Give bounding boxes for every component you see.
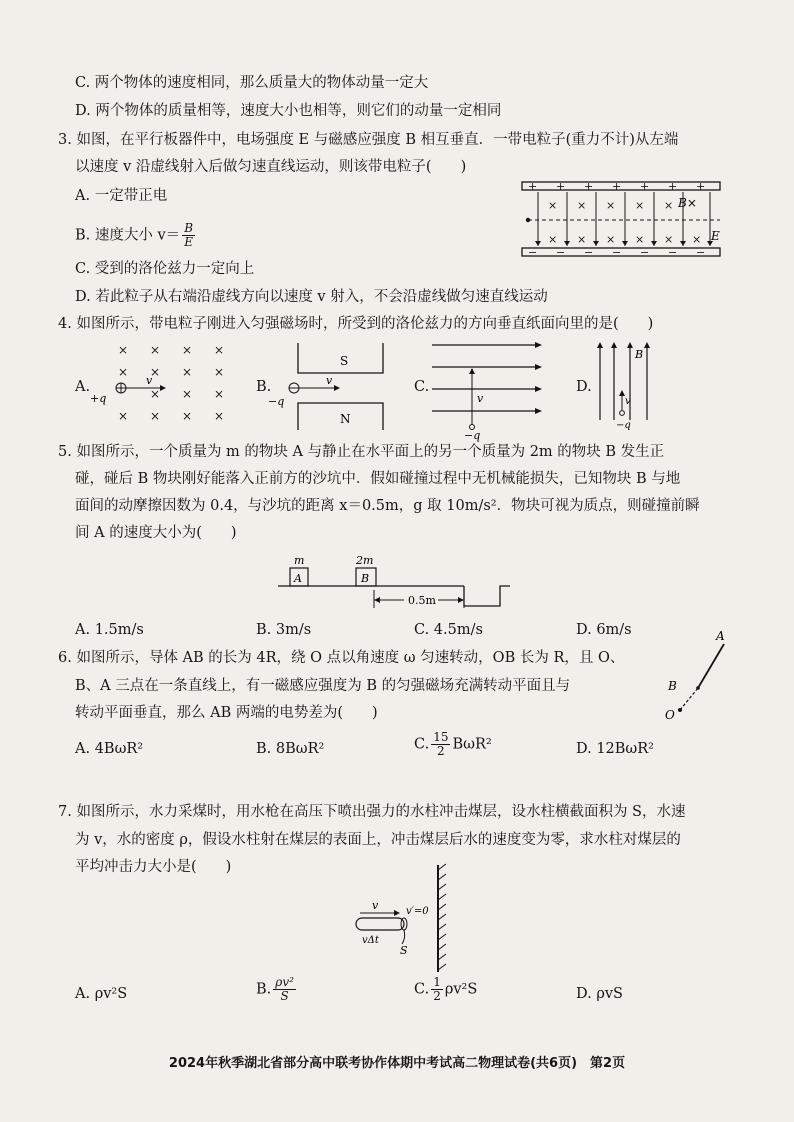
svg-text:×: × bbox=[635, 233, 645, 246]
q7-option-b bbox=[256, 976, 298, 1003]
svg-text:−: − bbox=[584, 246, 594, 259]
q3-option-b bbox=[75, 222, 197, 249]
svg-text:−: − bbox=[612, 246, 622, 259]
q4-option-a: A. bbox=[75, 379, 91, 395]
page-footer: 2024年秋季湖北省部分高中联考协作体期中考试高二物理试卷(共6页) 第2页 bbox=[168, 1056, 626, 1071]
svg-text:×: × bbox=[214, 409, 225, 423]
q4-option-d: D. bbox=[576, 379, 592, 395]
svg-text:−: − bbox=[528, 246, 538, 259]
fig7-water-jet bbox=[340, 860, 460, 975]
q6-option-c-suffix: BωR² bbox=[452, 736, 492, 753]
svg-text:×: × bbox=[182, 387, 193, 401]
svg-text:×: × bbox=[635, 199, 645, 212]
svg-text:×: × bbox=[214, 387, 225, 401]
fig4a-label-q: +q bbox=[90, 392, 107, 405]
fig5-block-a: A bbox=[294, 572, 302, 585]
q6-stem-1: 6. 如图所示，导体 AB 的长为 4R，绕 O 点以角速度 ω 匀速转动，OB 长为 R，且 O、 bbox=[58, 650, 625, 666]
fig4a-magnetic-field bbox=[90, 340, 240, 435]
q7-option-c-fraction bbox=[431, 976, 443, 1003]
q6-option-d: D. 12BωR² bbox=[576, 741, 654, 757]
q6-option-c-denominator: 2 bbox=[437, 744, 445, 758]
fig6-rotating-rod bbox=[660, 630, 735, 720]
fig3-label-b: B× bbox=[678, 196, 697, 210]
q7-option-c-numerator: 1 bbox=[433, 975, 441, 989]
fig7-label-s: S bbox=[400, 944, 408, 957]
q6-option-c-prefix: C. bbox=[414, 736, 430, 753]
q5-option-c: C. 4.5m/s bbox=[414, 622, 483, 638]
fig6-label-a: A bbox=[716, 629, 725, 643]
svg-text:−: − bbox=[640, 246, 650, 259]
svg-text:×: × bbox=[692, 233, 702, 246]
q5-stem-4: 间 A 的速度大小为( ) bbox=[75, 525, 237, 541]
q6-stem-3: 转动平面垂直，那么 AB 两端的电势差为( ) bbox=[75, 705, 378, 721]
fig6-label-o: O bbox=[665, 708, 675, 722]
fig4d-label-v: v bbox=[625, 396, 631, 407]
q6-option-c-fraction bbox=[431, 731, 450, 758]
q6-option-b: B. 8BωR² bbox=[256, 741, 325, 757]
svg-text:×: × bbox=[214, 365, 225, 379]
q7-option-b-numerator: ρv² bbox=[275, 975, 294, 989]
q7-stem-1: 7. 如图所示，水力采煤时，用水枪在高压下喷出强力的水柱冲击煤层，设水柱横截面积为 S，水速 bbox=[58, 804, 686, 820]
q7-option-a: A. ρv²S bbox=[75, 986, 128, 1002]
fig4d-field-lines bbox=[592, 340, 662, 432]
fig7-label-v: v bbox=[372, 899, 379, 912]
svg-text:−: − bbox=[668, 246, 678, 259]
svg-text:+: + bbox=[584, 180, 594, 193]
svg-text:×: × bbox=[150, 387, 161, 401]
svg-text:+: + bbox=[556, 180, 566, 193]
svg-text:×: × bbox=[214, 343, 225, 357]
q7-option-c bbox=[414, 976, 477, 1003]
fig4b-label-s: S bbox=[340, 354, 349, 368]
svg-text:+: + bbox=[640, 180, 650, 193]
q5-stem-3: 面间的动摩擦因数为 0.4，与沙坑的距离 x＝0.5m，g 取 10m/s²．物块可视为质点，则碰撞前瞬 bbox=[75, 498, 700, 514]
fig4c-label-q: −q bbox=[464, 429, 481, 442]
fig5-label-distance: 0.5m bbox=[408, 594, 436, 607]
fig4a-label-v: v bbox=[146, 374, 153, 387]
q7-option-b-prefix: B. bbox=[256, 981, 272, 998]
fig7-label-vdt: vΔt bbox=[362, 935, 379, 946]
svg-text:×: × bbox=[118, 409, 129, 423]
q3-stem-1: 3. 如图，在平行板器件中，电场强度 E 与磁感应强度 B 相互垂直．一带电粒子(重力不计)从左端 bbox=[58, 132, 679, 148]
fig4b-label-q: −q bbox=[268, 395, 285, 408]
svg-text:×: × bbox=[150, 343, 161, 357]
q4-option-b: B. bbox=[256, 379, 272, 395]
svg-text:×: × bbox=[182, 343, 193, 357]
q5-option-b: B. 3m/s bbox=[256, 622, 312, 638]
svg-text:×: × bbox=[606, 199, 616, 212]
q7-stem-3: 平均冲击力大小是( ) bbox=[75, 859, 232, 875]
q3-option-b-numerator: B bbox=[184, 221, 194, 235]
fig5-blocks-and-pit bbox=[278, 550, 518, 612]
q7-option-c-denominator: 2 bbox=[433, 989, 441, 1003]
fig4b-label-n: N bbox=[340, 412, 351, 426]
q3-option-b-prefix: B. 速度大小 v＝ bbox=[75, 227, 181, 244]
q3-option-d: D. 若此粒子从右端沿虚线方向以速度 v 射入，不会沿虚线做匀速直线运动 bbox=[75, 289, 548, 305]
q2-option-c: C. 两个物体的速度相同，那么质量大的物体动量一定大 bbox=[75, 75, 429, 91]
svg-text:×: × bbox=[182, 365, 193, 379]
svg-text:×: × bbox=[664, 233, 674, 246]
q2-option-d: D. 两个物体的质量相等，速度大小也相等，则它们的动量一定相同 bbox=[75, 103, 502, 119]
svg-text:−: − bbox=[556, 246, 566, 259]
q4-option-c: C. bbox=[414, 379, 430, 395]
svg-text:+: + bbox=[528, 180, 538, 193]
q5-stem-2: 碰，碰后 B 物块刚好能落入正前方的沙坑中．假如碰撞过程中无机械能损失，已知物块 B 与地 bbox=[75, 471, 681, 487]
svg-text:×: × bbox=[150, 409, 161, 423]
svg-text:×: × bbox=[664, 199, 674, 212]
q5-option-d: D. 6m/s bbox=[576, 622, 632, 638]
q3-option-c: C. 受到的洛伦兹力一定向上 bbox=[75, 261, 255, 277]
q7-option-d: D. ρvS bbox=[576, 986, 623, 1002]
q7-option-c-prefix: C. bbox=[414, 981, 430, 998]
q6-option-c bbox=[414, 731, 492, 758]
q7-option-b-denominator: S bbox=[280, 989, 289, 1003]
q6-option-a: A. 4BωR² bbox=[75, 741, 144, 757]
fig5-label-m: m bbox=[294, 554, 305, 567]
q7-option-c-suffix: ρv²S bbox=[444, 981, 478, 998]
svg-text:×: × bbox=[577, 199, 587, 212]
q4-stem: 4. 如图所示，带电粒子刚进入匀强磁场时，所受到的洛伦兹力的方向垂直纸面向里的是( ) bbox=[58, 316, 654, 332]
fig5-block-b: B bbox=[361, 572, 370, 585]
fig7-label-v-final: v′=0 bbox=[406, 906, 429, 917]
q6-stem-2: B、A 三点在一条直线上，有一磁感应强度为 B 的匀强磁场充满转动平面且与 bbox=[75, 678, 571, 694]
svg-text:×: × bbox=[118, 365, 129, 379]
svg-text:×: × bbox=[606, 233, 616, 246]
q3-stem-2: 以速度 v 沿虚线射入后做匀速直线运动，则该带电粒子( ) bbox=[75, 159, 467, 175]
fig4d-label-b: B bbox=[635, 348, 644, 361]
svg-text:+: + bbox=[696, 180, 706, 193]
q7-stem-2: 为 v，水的密度 ρ，假设水柱射在煤层的表面上，冲击煤层后水的速度变为零，求水柱对煤层的 bbox=[75, 832, 681, 848]
fig4c-field-lines bbox=[430, 340, 545, 440]
q5-stem-1: 5. 如图所示，一个质量为 m 的物块 A 与静止在水平面上的另一个质量为 2m 的物块 B 发生正 bbox=[58, 444, 665, 460]
fig4b-magnet-poles bbox=[268, 343, 398, 431]
svg-text:−: − bbox=[696, 246, 706, 259]
q3-option-b-fraction bbox=[182, 222, 195, 249]
q5-option-a: A. 1.5m/s bbox=[75, 622, 144, 638]
q3-option-a: A. 一定带正电 bbox=[75, 188, 168, 204]
fig4d-label-q: −q bbox=[616, 420, 631, 431]
fig5-label-2m: 2m bbox=[356, 554, 374, 567]
svg-text:×: × bbox=[577, 233, 587, 246]
q3-option-b-denominator: E bbox=[184, 235, 193, 249]
svg-text:×: × bbox=[548, 199, 558, 212]
svg-text:×: × bbox=[548, 233, 558, 246]
svg-text:×: × bbox=[150, 365, 161, 379]
fig4b-label-v: v bbox=[326, 374, 333, 387]
svg-text:+: + bbox=[612, 180, 622, 193]
fig3-label-e: E bbox=[711, 229, 720, 243]
q7-option-b-fraction bbox=[273, 976, 296, 1003]
fig3-parallel-plates bbox=[520, 180, 725, 260]
svg-text:×: × bbox=[182, 409, 193, 423]
q6-option-c-numerator: 15 bbox=[433, 730, 449, 744]
fig4c-label-v: v bbox=[477, 392, 484, 405]
svg-text:+: + bbox=[668, 180, 678, 193]
fig6-label-b: B bbox=[668, 679, 677, 693]
svg-text:×: × bbox=[118, 343, 129, 357]
